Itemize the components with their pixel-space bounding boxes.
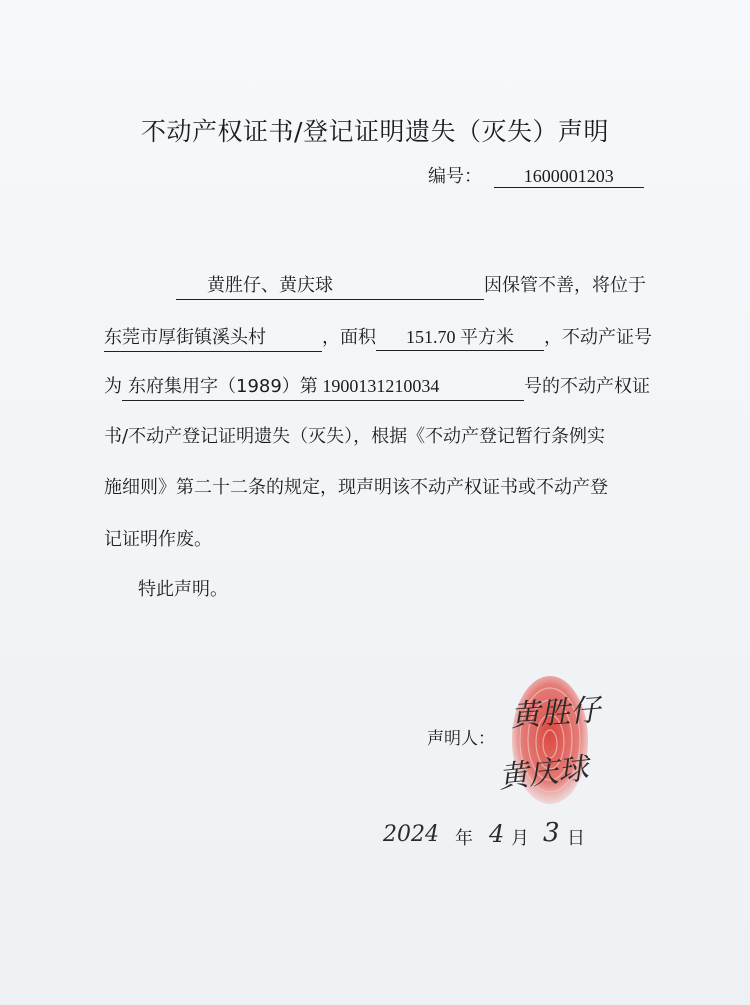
owners-value: 黄胜仔、黄庆球: [207, 275, 333, 296]
body-line-4: 书/不动产登记证明遗失（灭失），根据《不动产登记暂行条例实: [104, 426, 606, 447]
date-year-label: 年: [455, 828, 473, 849]
location-field: 东莞市厚街镇溪头村: [104, 325, 322, 352]
declarant-label: 声明人：: [427, 729, 495, 749]
signature-2: 黄庆球: [496, 751, 590, 796]
serial-number: 1600001203: [494, 166, 644, 188]
date-month-label: 月: [511, 828, 529, 849]
text-area: ，面积: [322, 327, 376, 348]
serial-number-row: [428, 162, 644, 188]
text-reason: 因保管不善，将位于: [484, 275, 646, 296]
cert-number: 1900131210034: [322, 376, 440, 396]
owners-field: [176, 272, 484, 300]
body-line-2: [104, 324, 670, 352]
text-cert-no: ，不动产证号: [544, 327, 652, 348]
body-line-6: 记证明作废。: [104, 529, 212, 550]
date-day-label: 日: [567, 828, 585, 849]
cert-prefix: 东府集用字（1989）第: [128, 376, 318, 397]
closing-statement: 特此声明。: [138, 579, 228, 600]
body-line-1: [104, 272, 670, 300]
signature-1: 黄胜仔: [509, 692, 602, 735]
text-after-cert: 号的不动产权证: [524, 376, 650, 397]
area-field: 151.70 平方米: [376, 324, 544, 351]
body-line-5: 施细则》第二十二条的规定，现声明该不动产权证书或不动产登: [104, 477, 608, 498]
cert-number-field: [122, 373, 524, 401]
date-day: 3: [543, 818, 560, 848]
page-title: 不动产权证书/登记证明遗失（灭失）声明: [141, 117, 609, 146]
date-year: 2024: [383, 822, 439, 847]
text-wei: 为: [104, 376, 122, 397]
body-line-3: [104, 373, 670, 401]
date-month: 4: [489, 820, 505, 848]
serial-label: 编号：: [428, 166, 482, 187]
